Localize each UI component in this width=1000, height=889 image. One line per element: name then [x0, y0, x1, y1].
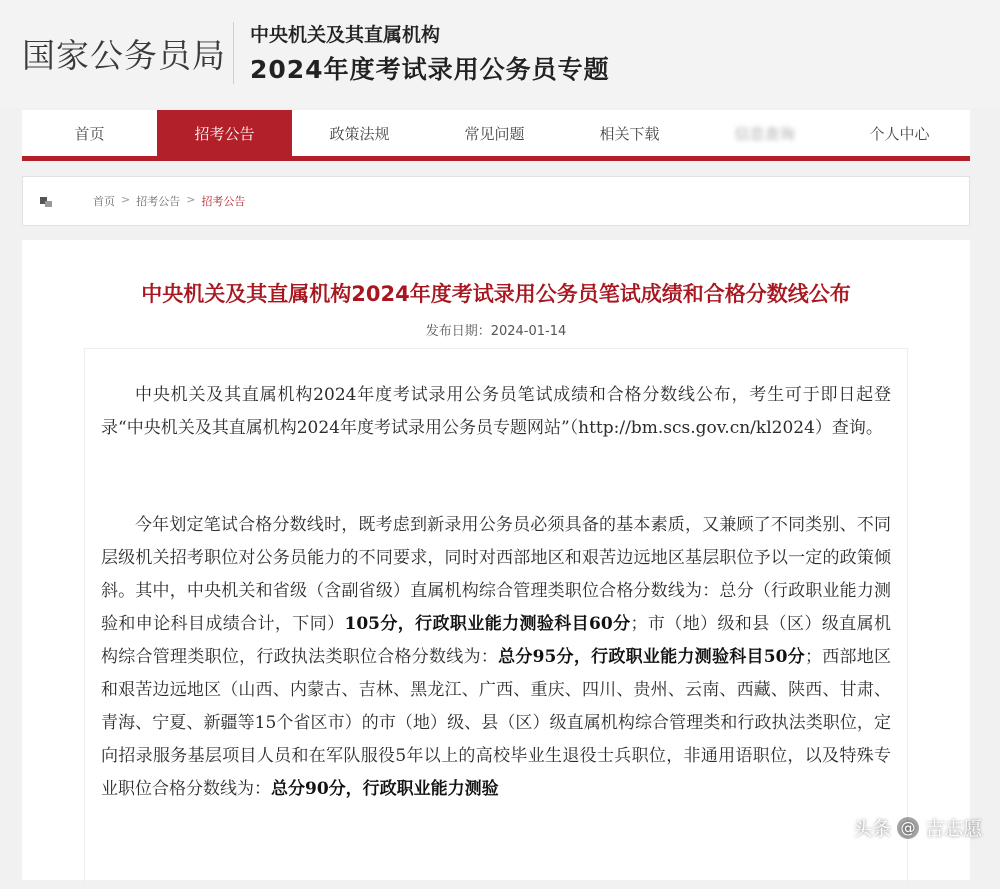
- breadcrumb-separator: >: [186, 193, 196, 206]
- breadcrumb: [93, 193, 245, 209]
- article-paragraph-2: 今年划定笔试合格分数线时，既考虑到新录用公务员必须具备的基本素质，又兼顾了不同类别、不同层级机关招考职位对公务员能力的不同要求，同时对西部地区和艰苦边远地区基层职位予以一定的政策倾斜。其中，中央机关和省级（含副省级）直属机构综合管理类职位合格分数线为：总分（行政职业能力测验和申论科目成绩合计，下同）105分，行政职业能力测验科目60分；市（地）级和县（区）级直属机构综合管理类职位，行政执法类职位合格分数线为：总分95分，行政职业能力测验科目50分；西部地区和艰苦边远地区（山西、内蒙古、吉林、黑龙江、广西、重庆、四川、贵州、云南、西藏、陕西、甘肃、青海、宁夏、新疆等15个省区市）的市（地）级、县（区）级直属机构综合管理类和行政执法类职位，定向招录服务基层项目人员和在军队服役5年以上的高校毕业生退役士兵职位，非通用语职位，以及特殊专业职位合格分数线为：总分90分，行政职业能力测验: [101, 515, 891, 799]
- header-divider: [233, 22, 234, 84]
- breadcrumb-current[interactable]: 招考公告: [201, 195, 246, 208]
- nav-recruitment-notice[interactable]: 招考公告: [157, 110, 292, 156]
- breadcrumb-home[interactable]: 首页: [93, 195, 115, 208]
- site-logo[interactable]: 国家公务员局: [22, 36, 226, 75]
- article-paragraph-1: 中央机关及其直属机构2024年度考试录用公务员笔试成绩和合格分数线公布，考生可于即日起登录“中央机关及其直属机构2024年度考试录用公务员专题网站”（http://bm.scs.gov.cn/kl2024）查询。: [101, 385, 891, 438]
- score-line-municipal: 总分95分，行政职业能力测验科目50分: [498, 647, 805, 667]
- content-panel: [22, 240, 970, 880]
- nav-home[interactable]: 首页: [74, 124, 105, 143]
- breadcrumb-bar: [22, 176, 970, 226]
- score-line-western: 总分90分，行政职业能力测验: [271, 779, 499, 799]
- breadcrumb-separator: >: [121, 193, 131, 206]
- header-subtitle: 中央机关及其直属机构: [250, 24, 441, 46]
- source-watermark: [853, 814, 982, 841]
- article-body: [84, 348, 908, 889]
- nav-downloads[interactable]: 相关下载: [599, 124, 660, 143]
- breadcrumb-level1[interactable]: 招考公告: [136, 195, 181, 208]
- nav-personal-center[interactable]: 个人中心: [869, 124, 930, 143]
- publish-date: 发布日期：2024-01-14: [425, 324, 567, 339]
- watermark-name: 吉志愿: [924, 818, 982, 840]
- nav-faq[interactable]: 常见问题: [464, 124, 525, 143]
- article-title: 中央机关及其直属机构2024年度考试录用公务员笔试成绩和合格分数线公布: [141, 282, 851, 306]
- header-title: 2024年度考试录用公务员专题: [250, 55, 610, 84]
- watermark-prefix: 头条: [852, 818, 891, 840]
- at-icon: @: [897, 817, 919, 839]
- nav-query[interactable]: 信息查询: [734, 124, 795, 143]
- site-header: [0, 0, 1000, 108]
- nav-underline: [22, 156, 970, 161]
- main-nav: [22, 110, 970, 156]
- score-line-central: 105分，行政职业能力测验科目60分: [344, 614, 631, 634]
- location-icon: [40, 195, 52, 207]
- nav-policy[interactable]: 政策法规: [329, 124, 390, 143]
